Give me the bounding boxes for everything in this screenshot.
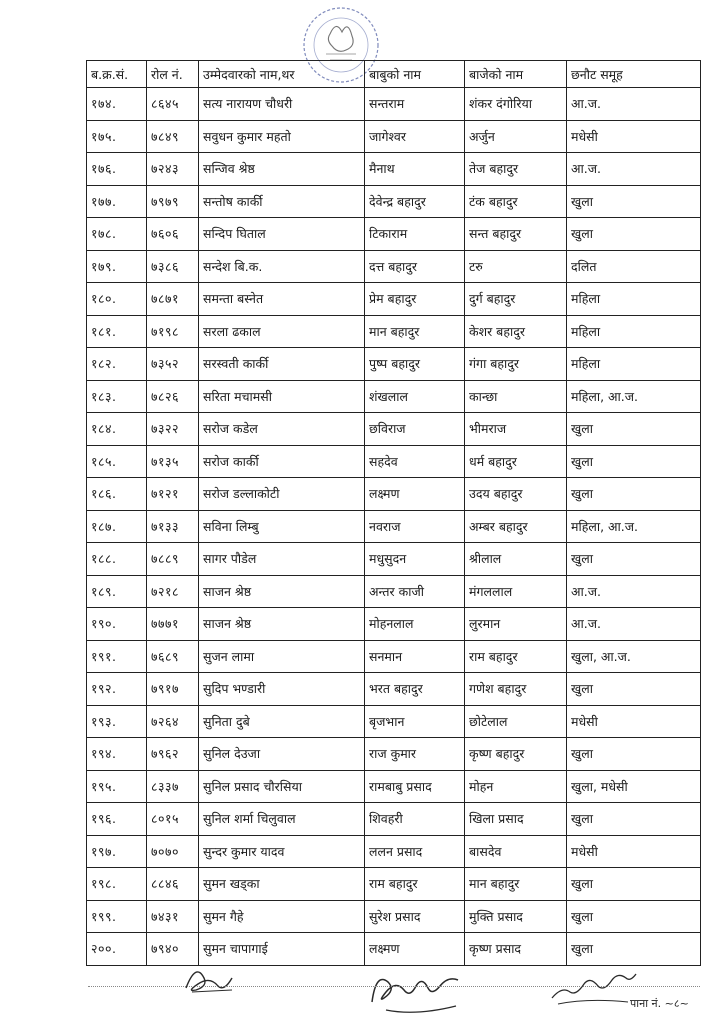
table-row [87,88,701,121]
roll-number-cell: ७८८९ [147,543,199,576]
selection-group-cell: महिला [567,283,701,316]
roll-number-cell: ७१३३ [147,510,199,543]
father-name-cell: शंखलाल [365,380,465,413]
father-name-cell: पुष्प बहादुर [365,348,465,381]
roll-number-cell: ८०१५ [147,803,199,836]
candidate-name-cell: सुमन चापागाई [199,933,365,966]
father-name-cell: सहदेव [365,445,465,478]
grandfather-name-cell: अर्जुन [465,120,567,153]
candidate-name-cell: सागर पौडेल [199,543,365,576]
candidate-name-cell: सवुधन कुमार महतो [199,120,365,153]
table-row [87,218,701,251]
serial-number-cell: १९५. [87,770,147,803]
selection-group-cell: खुला [567,218,701,251]
roll-number-cell: ८३३७ [147,770,199,803]
father-name-cell: प्रेम बहादुर [365,283,465,316]
candidate-name-cell: सत्य नारायण चौधरी [199,88,365,121]
roll-number-cell: ७२६४ [147,705,199,738]
father-name-cell: राम बहादुर [365,868,465,901]
father-name-cell: छविराज [365,413,465,446]
signature-2 [366,958,476,1020]
candidate-name-cell: सरोज डल्लाकोटी [199,478,365,511]
roll-number-cell: ७९६२ [147,738,199,771]
father-name-cell: लक्ष्मण [365,478,465,511]
candidate-name-cell: सरोज कार्की [199,445,365,478]
serial-number-cell: १८४. [87,413,147,446]
father-name-cell: राज कुमार [365,738,465,771]
table-row [87,640,701,673]
grandfather-name-cell: खिला प्रसाद [465,803,567,836]
serial-number-cell: १८६. [87,478,147,511]
roll-number-cell: ७९७९ [147,185,199,218]
serial-number-cell: १९१. [87,640,147,673]
serial-number-cell: १९०. [87,608,147,641]
selection-group-cell: खुला [567,868,701,901]
page-number: पाना नं. ~८~ [630,997,689,1010]
roll-number-cell: ७८४९ [147,120,199,153]
father-name-cell: मोहनलाल [365,608,465,641]
grandfather-name-cell: टरु [465,250,567,283]
candidate-name-cell: साजन श्रेष्ठ [199,575,365,608]
serial-number-cell: १७६. [87,153,147,186]
grandfather-name-cell: शंकर दंगोरिया [465,88,567,121]
candidate-name-cell: सुदिप भण्डारी [199,673,365,706]
selection-group-cell: खुला [567,900,701,933]
serial-number-cell: १९३. [87,705,147,738]
roll-number-cell: ७३८६ [147,250,199,283]
grandfather-name-cell: धर्म बहादुर [465,445,567,478]
candidate-name-cell: सुनिल देउजा [199,738,365,771]
selection-group-cell: खुला [567,543,701,576]
father-name-cell: मधुसुदन [365,543,465,576]
serial-number-cell: १७८. [87,218,147,251]
father-name-cell: टिकाराम [365,218,465,251]
grandfather-name-cell: टंक बहादुर [465,185,567,218]
serial-number-cell: १९८. [87,868,147,901]
serial-number-cell: १९७. [87,835,147,868]
roll-number-cell: ७६८९ [147,640,199,673]
grandfather-name-cell: बासदेव [465,835,567,868]
serial-number-cell: १७४. [87,88,147,121]
serial-number-cell: १९२. [87,673,147,706]
father-name-cell: जागेश्वर [365,120,465,153]
selection-group-cell: आ.ज. [567,88,701,121]
signature-1 [178,958,242,998]
table-row [87,120,701,153]
roll-number-cell: ७१९८ [147,315,199,348]
serial-number-cell: १८८. [87,543,147,576]
roll-number-cell: ७३२२ [147,413,199,446]
table-row [87,900,701,933]
roll-number-cell: ७१३५ [147,445,199,478]
selection-group-cell: खुला, मधेसी [567,770,701,803]
serial-number-cell: १८५. [87,445,147,478]
father-name-cell: लक्ष्मण [365,933,465,966]
father-name-cell: शिवहरी [365,803,465,836]
roll-number-cell: ८६४५ [147,88,199,121]
roll-number-cell: ७०७० [147,835,199,868]
serial-number-cell: १९४. [87,738,147,771]
serial-number-cell: १८३. [87,380,147,413]
roll-number-cell: ७४३१ [147,900,199,933]
grandfather-name-cell: मंगललाल [465,575,567,608]
selection-group-cell: खुला [567,673,701,706]
table-row [87,413,701,446]
header-serial: ब.क्र.सं. [87,61,147,88]
selection-group-cell: महिला [567,348,701,381]
serial-number-cell: १८७. [87,510,147,543]
grandfather-name-cell: गणेश बहादुर [465,673,567,706]
candidate-name-cell: समन्ता बस्नेत [199,283,365,316]
candidate-name-cell: सुजन लामा [199,640,365,673]
table-row [87,673,701,706]
father-name-cell: रामबाबु प्रसाद [365,770,465,803]
grandfather-name-cell: कृष्ण बहादुर [465,738,567,771]
roll-number-cell: ७७७१ [147,608,199,641]
grandfather-name-cell: श्रीलाल [465,543,567,576]
grandfather-name-cell: छोटेलाल [465,705,567,738]
grandfather-name-cell: गंगा बहादुर [465,348,567,381]
grandfather-name-cell: राम बहादुर [465,640,567,673]
table-row [87,283,701,316]
candidate-name-cell: सन्दिप घिताल [199,218,365,251]
table-row [87,705,701,738]
roll-number-cell: ७२१८ [147,575,199,608]
selection-group-cell: खुला [567,413,701,446]
candidate-name-cell: सुमन खड्का [199,868,365,901]
father-name-cell: बृजभान [365,705,465,738]
header-roll: रोल नं. [147,61,199,88]
candidate-name-cell: सुन्दर कुमार यादव [199,835,365,868]
father-name-cell: सुरेश प्रसाद [365,900,465,933]
candidate-name-cell: सुनिल शर्मा चिलुवाल [199,803,365,836]
selection-group-cell: आ.ज. [567,575,701,608]
roll-number-cell: ७२४३ [147,153,199,186]
serial-number-cell: १८९. [87,575,147,608]
father-name-cell: मैनाथ [365,153,465,186]
serial-number-cell: २००. [87,933,147,966]
roll-number-cell: ७८७१ [147,283,199,316]
footer-rule [88,986,700,987]
selection-group-cell: खुला [567,738,701,771]
results-table [86,60,701,966]
father-name-cell: नवराज [365,510,465,543]
table-row [87,510,701,543]
roll-number-cell: ७८२६ [147,380,199,413]
father-name-cell: देवेन्द्र बहादुर [365,185,465,218]
grandfather-name-cell: कृष्ण प्रसाद [465,933,567,966]
serial-number-cell: १८१. [87,315,147,348]
table-row [87,478,701,511]
serial-number-cell: १८०. [87,283,147,316]
selection-group-cell: दलित [567,250,701,283]
candidate-name-cell: सरस्वती कार्की [199,348,365,381]
candidate-name-cell: साजन श्रेष्ठ [199,608,365,641]
header-selection-group: छनौट समूह [567,61,701,88]
table-row [87,608,701,641]
grandfather-name-cell: अम्बर बहादुर [465,510,567,543]
candidate-name-cell: सन्जिव श्रेष्ठ [199,153,365,186]
father-name-cell: भरत बहादुर [365,673,465,706]
candidate-name-cell: सुमन गैहे [199,900,365,933]
grandfather-name-cell: मोहन [465,770,567,803]
candidate-name-cell: सुनिल प्रसाद चौरसिया [199,770,365,803]
table-row [87,445,701,478]
table-row [87,250,701,283]
table-row [87,153,701,186]
candidate-name-cell: सरला ढकाल [199,315,365,348]
table-row [87,770,701,803]
selection-group-cell: खुला [567,803,701,836]
roll-number-cell: ७६०६ [147,218,199,251]
roll-number-cell: ७३५२ [147,348,199,381]
table-row [87,738,701,771]
candidate-name-cell: सरिता मचामसी [199,380,365,413]
serial-number-cell: १७७. [87,185,147,218]
serial-number-cell: १९६. [87,803,147,836]
header-candidate-name: उम्मेदवारको नाम,थर [199,61,365,88]
father-name-cell: सनमान [365,640,465,673]
selection-group-cell: खुला [567,185,701,218]
selection-group-cell: महिला, आ.ज. [567,510,701,543]
grandfather-name-cell: तेज बहादुर [465,153,567,186]
candidate-name-cell: सुनिता दुबे [199,705,365,738]
candidate-name-cell: सन्तोष कार्की [199,185,365,218]
father-name-cell: सन्तराम [365,88,465,121]
selection-group-cell: महिला, आ.ज. [567,380,701,413]
grandfather-name-cell: मुक्ति प्रसाद [465,900,567,933]
table-row [87,835,701,868]
selection-group-cell: आ.ज. [567,153,701,186]
selection-group-cell: खुला [567,445,701,478]
serial-number-cell: १८२. [87,348,147,381]
roll-number-cell: ८८४६ [147,868,199,901]
selection-group-cell: आ.ज. [567,608,701,641]
grandfather-name-cell: कान्छा [465,380,567,413]
grandfather-name-cell: उदय बहादुर [465,478,567,511]
grandfather-name-cell: लुरमान [465,608,567,641]
father-name-cell: ललन प्रसाद [365,835,465,868]
serial-number-cell: १९९. [87,900,147,933]
serial-number-cell: १७९. [87,250,147,283]
header-father-name: बाबुको नाम [365,61,465,88]
selection-group-cell: खुला [567,933,701,966]
table-row [87,868,701,901]
grandfather-name-cell: दुर्ग बहादुर [465,283,567,316]
selection-group-cell: खुला, आ.ज. [567,640,701,673]
father-name-cell: दत्त बहादुर [365,250,465,283]
father-name-cell: अन्तर काजी [365,575,465,608]
selection-group-cell: मधेसी [567,835,701,868]
selection-group-cell: खुला [567,478,701,511]
table-row [87,803,701,836]
grandfather-name-cell: मान बहादुर [465,868,567,901]
candidate-name-cell: सन्देश बि.क. [199,250,365,283]
grandfather-name-cell: भीमराज [465,413,567,446]
candidate-name-cell: सविना लिम्बु [199,510,365,543]
selection-group-cell: महिला [567,315,701,348]
table-row [87,315,701,348]
roll-number-cell: ७१२१ [147,478,199,511]
selection-group-cell: मधेसी [567,705,701,738]
roll-number-cell: ७९४० [147,933,199,966]
serial-number-cell: १७५. [87,120,147,153]
grandfather-name-cell: सन्त बहादुर [465,218,567,251]
candidate-name-cell: सरोज कडेल [199,413,365,446]
table-row [87,380,701,413]
table-header-row [87,61,701,88]
table-row [87,185,701,218]
table-row [87,543,701,576]
grandfather-name-cell: केशर बहादुर [465,315,567,348]
roll-number-cell: ७९१७ [147,673,199,706]
table-row [87,575,701,608]
table-row [87,348,701,381]
header-grandfather-name: बाजेको नाम [465,61,567,88]
selection-group-cell: मधेसी [567,120,701,153]
father-name-cell: मान बहादुर [365,315,465,348]
